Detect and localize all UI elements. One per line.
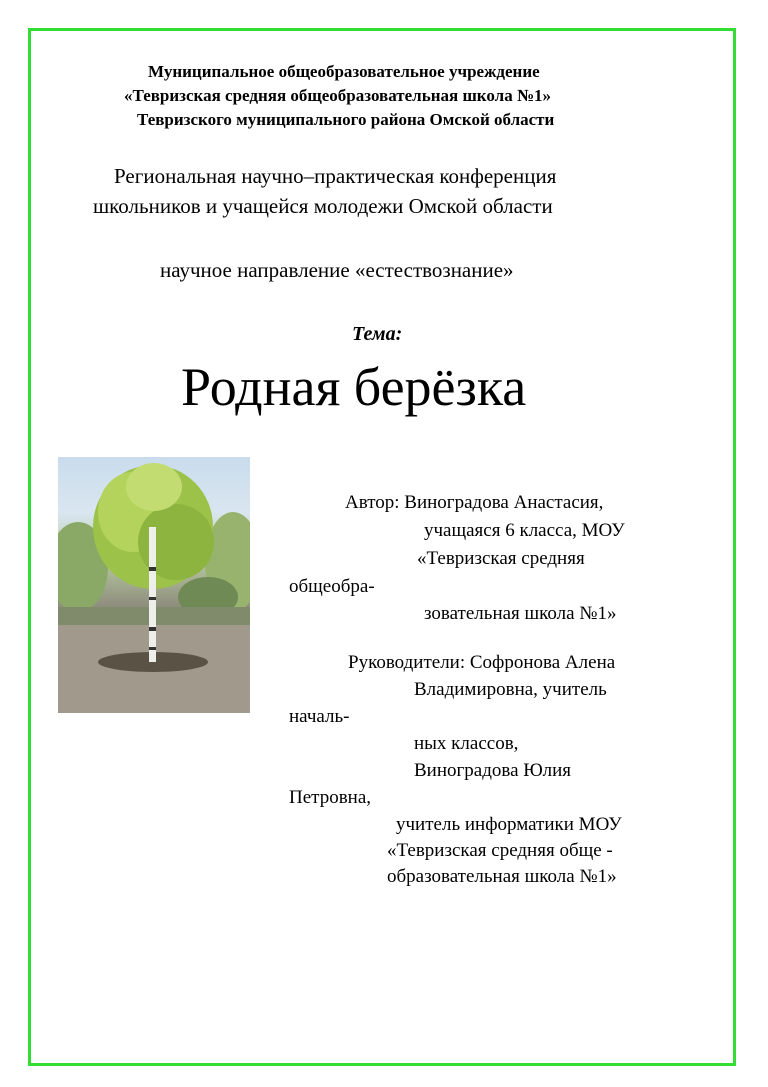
- author-line-2: учащаяся 6 класса, МОУ: [424, 520, 625, 541]
- conference-line-1: Региональная научно–практическая конференция: [114, 164, 557, 188]
- birch-tree-icon: [58, 457, 250, 713]
- school-name-line-1: Муниципальное общеобразовательное учреждение: [148, 62, 540, 81]
- supervisors-line-7: учитель информатики МОУ: [396, 814, 622, 835]
- birch-tree-photo: [58, 457, 250, 713]
- school-name-line-2: «Тевризская средняя общеобразовательная школа №1»: [124, 86, 552, 105]
- supervisors-line-1: Руководители: Софронова Алена: [348, 652, 616, 673]
- author-line-1: Автор: Виноградова Анастасия,: [345, 492, 604, 513]
- supervisors-line-2: Владимировна, учитель: [414, 679, 607, 700]
- supervisors-line-6: Петровна,: [289, 787, 372, 808]
- research-direction: научное направление «естествознание»: [160, 258, 514, 282]
- author-line-4: общеобра-: [289, 576, 375, 597]
- topic-label: Тема:: [352, 323, 403, 345]
- author-line-5: зовательная школа №1»: [424, 603, 617, 624]
- page-title: Родная берёзка: [181, 357, 527, 417]
- supervisors-line-5: Виноградова Юлия: [414, 760, 571, 781]
- author-line-3: «Тевризская средняя: [417, 548, 585, 569]
- school-name-line-3: Тевризского муниципального района Омской области: [137, 110, 555, 129]
- supervisors-line-8: «Тевризская средняя обще -: [387, 840, 613, 861]
- supervisors-line-9: образовательная школа №1»: [387, 866, 617, 887]
- supervisors-line-4: ных классов,: [414, 733, 519, 754]
- supervisors-line-3: началь-: [289, 706, 350, 727]
- conference-line-2: школьников и учащейся молодежи Омской области: [93, 194, 553, 218]
